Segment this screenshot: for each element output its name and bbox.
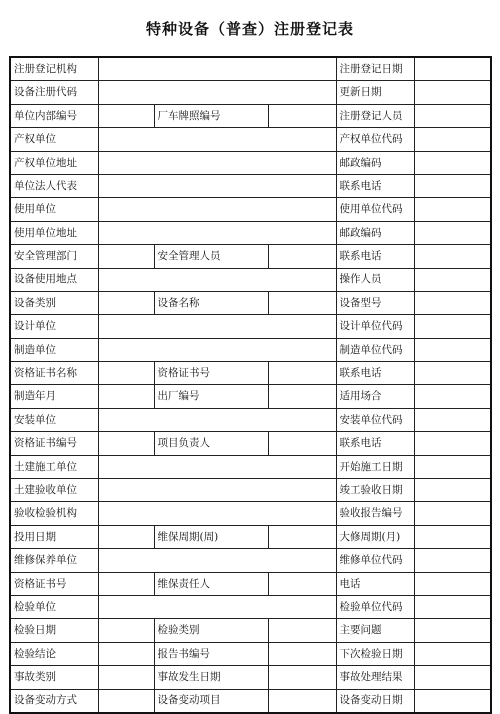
field-label: 事故处理结果 [336,666,414,689]
form-row [10,245,491,268]
field-value-cell[interactable] [98,128,336,151]
field-value-cell[interactable] [414,385,491,408]
field-value-cell[interactable] [98,666,154,689]
field-value-cell[interactable] [268,525,336,548]
field-label: 制造年月 [10,385,98,408]
field-value-cell[interactable] [414,619,491,642]
field-label: 单位内部编号 [10,104,98,127]
field-value-cell[interactable] [414,455,491,478]
field-label: 竣工验收日期 [336,479,414,502]
field-value-cell[interactable] [98,174,336,197]
field-label: 制造单位代码 [336,338,414,361]
field-value-cell[interactable] [98,595,336,618]
field-label: 注册登记人员 [336,104,414,127]
field-label: 使用单位地址 [10,221,98,244]
page-title: 特种设备（普查）注册登记表 [145,20,354,38]
field-label: 大修周期(月) [336,525,414,548]
field-label: 维保周期(周) [154,525,268,548]
field-value-cell[interactable] [414,689,491,713]
form-row [10,128,491,151]
field-value-cell[interactable] [414,291,491,314]
field-value-cell[interactable] [268,291,336,314]
field-label: 安装单位代码 [336,408,414,431]
field-label: 出厂编号 [154,385,268,408]
form-row [10,666,491,689]
field-label: 联系电话 [336,432,414,455]
field-value-cell[interactable] [414,408,491,431]
field-label: 邮政编码 [336,221,414,244]
field-value-cell[interactable] [414,502,491,525]
field-value-cell[interactable] [268,689,336,713]
field-label: 设备名称 [154,291,268,314]
registration-form-table [9,56,492,714]
field-label: 产权单位代码 [336,128,414,151]
field-value-cell[interactable] [414,338,491,361]
form-row [10,549,491,572]
field-label: 维保责任人 [154,572,268,595]
form-row [10,455,491,478]
form-row [10,151,491,174]
field-label: 设备变动项目 [154,689,268,713]
field-label: 联系电话 [336,174,414,197]
field-label: 电话 [336,572,414,595]
form-row [10,221,491,244]
field-label: 联系电话 [336,245,414,268]
field-value-cell[interactable] [98,572,154,595]
field-value-cell[interactable] [268,362,336,385]
form-row [10,525,491,548]
field-value-cell[interactable] [268,104,336,127]
field-value-cell[interactable] [414,315,491,338]
form-row [10,595,491,618]
field-label: 检验单位 [10,595,98,618]
field-label: 使用单位 [10,198,98,221]
field-label: 更新日期 [336,81,414,104]
field-value-cell[interactable] [98,245,154,268]
form-row [10,479,491,502]
field-label: 资格证书名称 [10,362,98,385]
form-row [10,619,491,642]
field-label: 检验结论 [10,642,98,665]
field-value-cell[interactable] [268,642,336,665]
field-label: 维修保养单位 [10,549,98,572]
form-row [10,174,491,197]
form-row [10,385,491,408]
field-value-cell[interactable] [98,198,336,221]
field-label: 主要问题 [336,619,414,642]
form-row [10,291,491,314]
field-label: 事故发生日期 [154,666,268,689]
field-value-cell[interactable] [414,245,491,268]
form-row [10,362,491,385]
field-label: 下次检验日期 [336,642,414,665]
field-value-cell[interactable] [268,245,336,268]
field-label: 项目负责人 [154,432,268,455]
form-row [10,338,491,361]
field-label: 联系电话 [336,362,414,385]
field-label: 安全管理部门 [10,245,98,268]
field-label: 产权单位地址 [10,151,98,174]
field-value-cell[interactable] [98,432,154,455]
field-value-cell[interactable] [98,221,336,244]
field-value-cell[interactable] [268,572,336,595]
field-label: 单位法人代表 [10,174,98,197]
field-value-cell[interactable] [98,151,336,174]
field-value-cell[interactable] [98,502,336,525]
form-row [10,81,491,104]
field-value-cell[interactable] [414,642,491,665]
field-label: 适用场合 [336,385,414,408]
field-label: 土建验收单位 [10,479,98,502]
field-value-cell[interactable] [414,221,491,244]
field-value-cell[interactable] [98,385,154,408]
field-label: 厂车牌照编号 [154,104,268,127]
field-label: 设备型号 [336,291,414,314]
field-value-cell[interactable] [414,479,491,502]
field-value-cell[interactable] [414,549,491,572]
field-value-cell[interactable] [414,362,491,385]
field-value-cell[interactable] [98,338,336,361]
field-value-cell[interactable] [268,385,336,408]
field-label: 事故类别 [10,666,98,689]
field-label: 土建施工单位 [10,455,98,478]
field-label: 资格证书号 [10,572,98,595]
field-value-cell[interactable] [98,57,336,81]
field-value-cell[interactable] [414,151,491,174]
field-value-cell[interactable] [268,432,336,455]
field-value-cell[interactable] [268,619,336,642]
field-label: 检验单位代码 [336,595,414,618]
field-value-cell[interactable] [414,104,491,127]
field-label: 资格证书编号 [10,432,98,455]
form-row [10,572,491,595]
form-row [10,268,491,291]
field-label: 设计单位代码 [336,315,414,338]
field-value-cell[interactable] [414,174,491,197]
form-row [10,502,491,525]
field-label: 设备类别 [10,291,98,314]
field-label: 设备变动日期 [336,689,414,713]
field-label: 验收报告编号 [336,502,414,525]
field-value-cell[interactable] [268,666,336,689]
field-label: 报告书编号 [154,642,268,665]
field-label: 产权单位 [10,128,98,151]
field-label: 维修单位代码 [336,549,414,572]
field-label: 邮政编码 [336,151,414,174]
field-value-cell[interactable] [414,57,491,81]
field-value-cell[interactable] [414,525,491,548]
field-label: 开始施工日期 [336,455,414,478]
field-label: 安装单位 [10,408,98,431]
field-label: 制造单位 [10,338,98,361]
field-value-cell[interactable] [98,642,154,665]
field-value-cell[interactable] [414,432,491,455]
field-value-cell[interactable] [98,525,154,548]
field-label: 注册登记日期 [336,57,414,81]
field-value-cell[interactable] [414,81,491,104]
field-value-cell[interactable] [414,666,491,689]
form-row [10,104,491,127]
field-label: 检验类别 [154,619,268,642]
field-value-cell[interactable] [98,549,336,572]
form-row [10,642,491,665]
field-value-cell[interactable] [414,128,491,151]
field-label: 设备注册代码 [10,81,98,104]
form-row [10,432,491,455]
field-value-cell[interactable] [98,619,154,642]
field-value-cell[interactable] [414,595,491,618]
field-label: 投用日期 [10,525,98,548]
field-label: 设备使用地点 [10,268,98,291]
field-value-cell[interactable] [98,315,336,338]
field-label: 资格证书号 [154,362,268,385]
field-value-cell[interactable] [414,572,491,595]
field-value-cell[interactable] [98,408,336,431]
field-value-cell[interactable] [98,362,154,385]
field-label: 检验日期 [10,619,98,642]
field-value-cell[interactable] [414,268,491,291]
form-row [10,315,491,338]
field-value-cell[interactable] [414,198,491,221]
field-value-cell[interactable] [98,479,336,502]
field-label: 验收检验机构 [10,502,98,525]
field-value-cell[interactable] [98,268,336,291]
field-value-cell[interactable] [98,455,336,478]
field-value-cell[interactable] [98,81,336,104]
field-label: 设备变动方式 [10,689,98,713]
form-row [10,689,491,713]
field-label: 注册登记机构 [10,57,98,81]
field-label: 设计单位 [10,315,98,338]
field-value-cell[interactable] [98,291,154,314]
field-label: 操作人员 [336,268,414,291]
form-row [10,408,491,431]
field-value-cell[interactable] [98,104,154,127]
field-value-cell[interactable] [98,689,154,713]
form-row [10,198,491,221]
field-label: 使用单位代码 [336,198,414,221]
field-label: 安全管理人员 [154,245,268,268]
form-row [10,57,491,81]
